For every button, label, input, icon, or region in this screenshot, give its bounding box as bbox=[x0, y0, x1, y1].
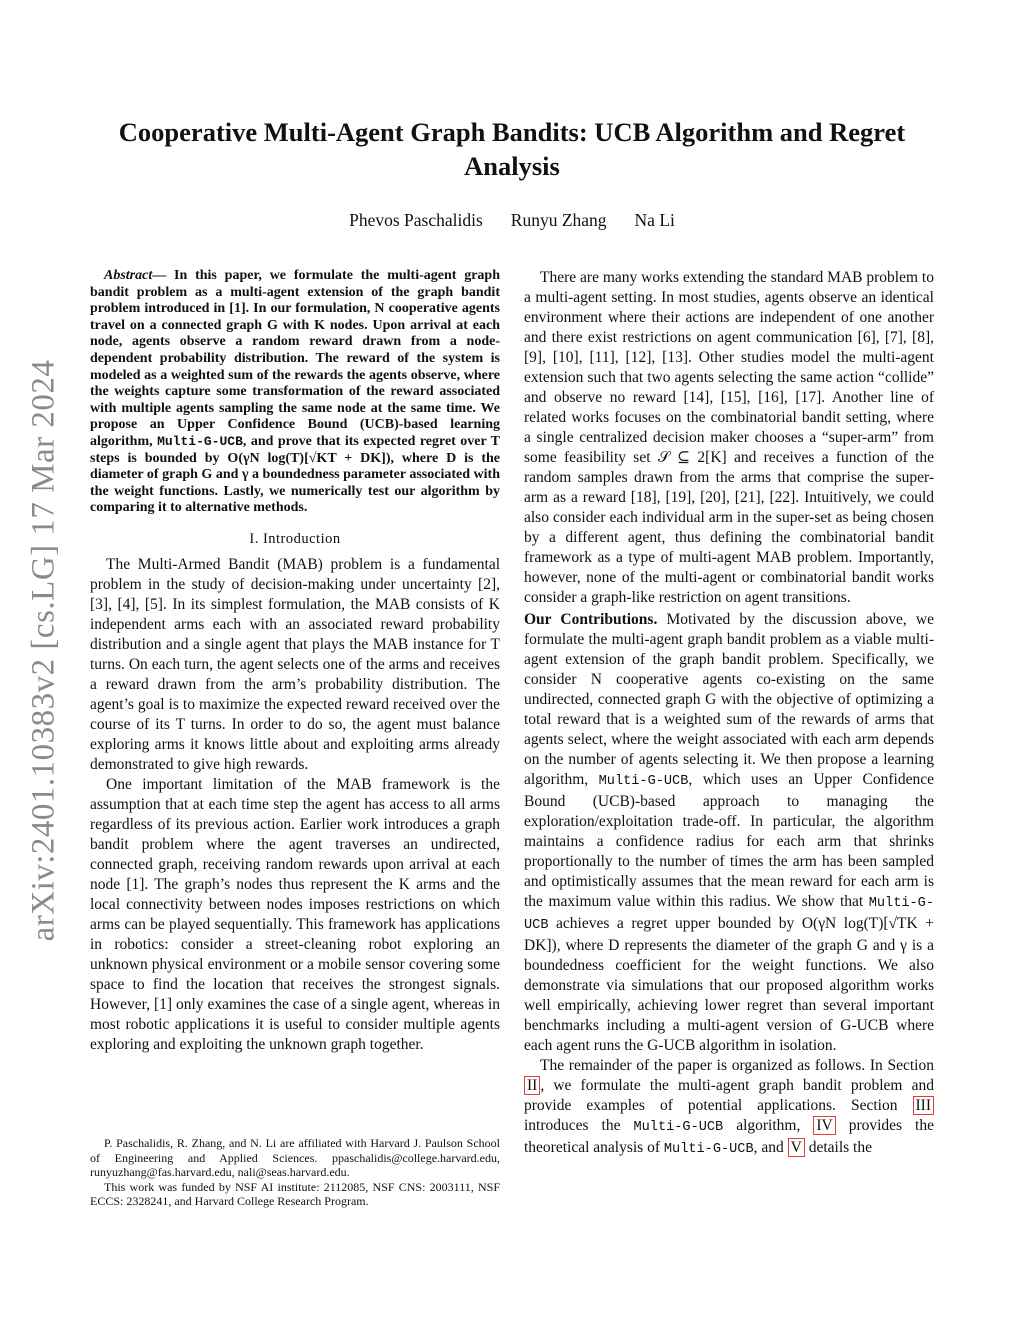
paragraph-text: , which uses an Upper Confidence Bound (UCB)-based approach to managing the exploration/exploitation trade-off. In particular, the algorithm maintains a confidence radius for each arm that shrinks proportionally to the number of times the arm has been sampled and optimistically assumes that the mean reward for each arm is the maximum value within this radius. We show that bbox=[524, 771, 934, 910]
paragraph-text: The remainder of the paper is organized as follows. In Section bbox=[540, 1057, 934, 1074]
arxiv-identifier: arXiv:2401.10383v2 [cs.LG] 17 Mar 2024 bbox=[25, 359, 62, 941]
run-in-heading: Our Contributions. bbox=[524, 611, 658, 628]
paragraph-text: , we formulate the multi-agent graph bandit problem and provide examples of potential applications. Section bbox=[524, 1077, 934, 1114]
abstract-label: Abstract bbox=[104, 268, 153, 283]
left-column bbox=[90, 268, 500, 1055]
author-name: Phevos Paschalidis bbox=[349, 210, 483, 230]
paragraph-text: algorithm, bbox=[723, 1117, 814, 1134]
algorithm-name: Multi-G-UCB bbox=[157, 433, 243, 449]
algorithm-name: Multi-G-UCB bbox=[663, 1142, 754, 1157]
algorithm-name: Multi-G-UCB bbox=[633, 1120, 724, 1135]
funding-footnote: This work was funded by NSF AI institute: 2112085, NSF CNS: 2003111, NSF ECCS: 2328241, and Harvard College Research Program. bbox=[90, 1179, 500, 1209]
section-heading: I. Introduction bbox=[249, 530, 341, 547]
paragraph-text: introduces the bbox=[524, 1117, 634, 1134]
author-name: Na Li bbox=[634, 210, 675, 230]
abstract bbox=[90, 268, 500, 517]
paragraph: One important limitation of the MAB framework is the assumption that at each time step the agent has access to all arms regardless of its previous action. Earlier work introduces a graph bandit problem where the agent traverses an undirected, connected graph, receiving random rewards upon arrival at each node [1]. The graph’s nodes thus represent the K arms and the local connectivity between nodes imposes restrictions on which arms can be played sequentially. This framework has applications in robotics: consider a street-cleaning robot exploring an unknown physical environment or a mobile sensor covering some space to find the location that receives the strongest signals. However, [1] only examines the case of a single agent, whereas in most robotic applications it is useful to consider multiple agents exploring and exploiting the unknown graph together. bbox=[90, 775, 500, 1053]
abstract-text: — In this paper, we formulate the multi-agent graph bandit problem as a multi-agent extension of the graph bandit problem introduced in [1]. In our formulation, N cooperative agents travel on a connected graph G with K nodes. Upon arrival at each node, agents observe a random reward drawn from a node-dependent probability distribution. The reward of the system is modeled as a weighted sum of the rewards the agents observe, where the weights capture some transformation of the reward associated with multiple agents sampling the same node at the same time. We propose an Upper Confidence Bound (UCB)-based learning algorithm, bbox=[90, 268, 500, 449]
paragraph-text: details the bbox=[804, 1139, 872, 1156]
organization-paragraph bbox=[524, 1056, 934, 1160]
paragraph-text: achieves a regret upper bounded by O(γN log(T)[√TK + DK]), where D represents the diameter of the graph G and γ is a boundedness coefficient for the weight functions. We also demonstrate via simulations that our proposed algorithm works well empirically, achieving lower regret than several important benchmarks including a multi-agent version of G-UCB where each agent runs the G-UCB algorithm in isolation. bbox=[524, 915, 934, 1054]
footnotes bbox=[90, 1136, 500, 1209]
section-link[interactable]: V bbox=[788, 1138, 805, 1157]
author-name: Runyu Zhang bbox=[510, 210, 607, 230]
abstract-text: , and prove that its expected regret over T steps is bounded by O(γN log(T)[√KT + DK]), where D is the diameter of graph G and γ a boundedness parameter associated with the weight functions. Lastly, we numerically test our algorithm by comparing it to alternative methods. bbox=[90, 433, 500, 516]
paragraph-text: provides the theoretical analysis of bbox=[524, 1117, 934, 1156]
algorithm-name: Multi-G-UCB bbox=[598, 774, 689, 789]
paragraph-text: , and bbox=[753, 1139, 788, 1156]
affiliation-footnote: P. Paschalidis, R. Zhang, and N. Li are affiliated with Harvard J. Paulson School of Engineering and Applied Sciences. ppaschalidis@college.harvard.edu, runyuzhang@fas.harvard.edu, nali@seas.harvard.edu. bbox=[90, 1136, 500, 1180]
paragraph: There are many works extending the standard MAB problem to a multi-agent setting. In most studies, agents observe an identical environment where their actions are independent of one another and there exist restrictions on agent communication [6], [7], [8], [9], [10], [11], [12], [13]. Other studies model the multi-agent extension such that two agents selecting the same action “collide” and observe no reward [14], [15], [16], [17]. Another line of related works focuses on the combinatorial bandit setting, where a single centralized decision maker chooses a “super-arm” from some feasibility set 𝒮 ⊆ 2[K] and receives a function of the random samples drawn from the arms that comprise the super-arm as a reward [18], [19], [20], [21], [22]. Intuitively, we could also consider each individual arm in the super-set as being chosen by a different agent, thus defining the combinatorial bandit framework as a type of multi-agent MAB problem. Importantly, however, none of the multi-agent or combinatorial bandit works consider a graph-like restriction on agent transitions. bbox=[524, 269, 934, 606]
arxiv-stamp bbox=[6, 340, 82, 960]
author-list bbox=[0, 210, 1024, 231]
paragraph: The Multi-Armed Bandit (MAB) problem is a fundamental problem in the study of decision-making under uncertainty [2], [3], [4], [5]. In its simplest formulation, the MAB consists of K independent arms each with an associated reward probability distribution and a single agent that plays the MAB instance for T turns. On each turn, the agent selects one of the arms and receives a reward drawn from the arm’s probability distribution. The agent’s goal is to maximize the expected reward received over the course of its T turns. In order to do so, the agent must balance exploring arms it knows little about and exploiting arms already demonstrated to give high rewards. bbox=[90, 555, 500, 773]
paragraph-text: Motivated by the discussion above, we formulate the multi-agent graph bandit problem as a viable multi-agent extension of the graph bandit problem. Specifically, we consider N cooperative agents co-existing on the same undirected, connected graph G with the objective of optimizing a total reward that is a weighted sum of the rewards of arms that agents select, where the weight associated with each arm depends on the number of agents selecting it. We then propose a learning algorithm, bbox=[524, 611, 934, 788]
section-link[interactable]: III bbox=[913, 1096, 935, 1115]
right-column bbox=[524, 268, 934, 1160]
paper-title: Cooperative Multi-Agent Graph Bandits: UCB Algorithm and Regret Analysis bbox=[118, 117, 906, 181]
contributions-paragraph bbox=[524, 610, 934, 1056]
section-link[interactable]: II bbox=[524, 1076, 540, 1095]
section-link[interactable]: IV bbox=[813, 1116, 835, 1135]
algorithm-name: Multi-G-UCB bbox=[524, 896, 934, 933]
